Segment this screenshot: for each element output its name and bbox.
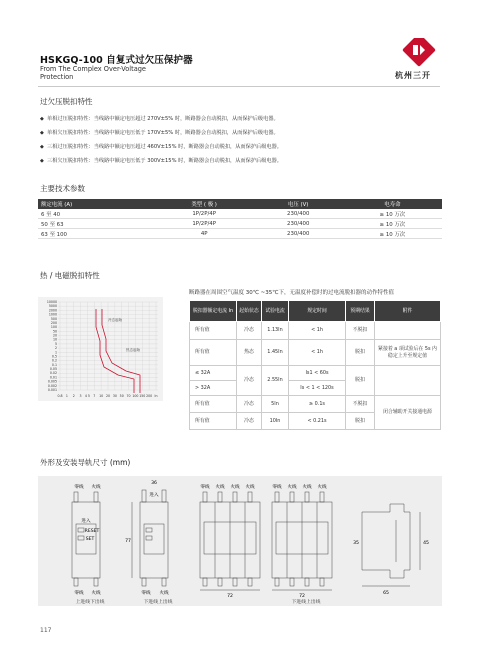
table-cell: 1.45In [262, 340, 289, 366]
dim-label: 火线 [302, 485, 312, 490]
diamond-icon: ◆ [40, 144, 44, 150]
section-title-specs: 主要技术参数 [40, 184, 85, 193]
table-cell: Is < 1 < 120s [289, 381, 346, 396]
dim-label: 零线 [200, 485, 210, 490]
dim-label: 火线 [245, 485, 255, 490]
table-cell [375, 366, 441, 396]
table-cell: 不脱扣 [346, 322, 375, 340]
table-cell: 230/400 [254, 229, 343, 239]
table-cell: 热态 [237, 340, 262, 366]
table-cell: 50 至 63 [38, 219, 155, 229]
table-cell: 1.13In [262, 322, 289, 340]
list-item: ◆ 单相欠压脱扣特性：当线路中额定电压低于 170V±5% 时，断路器会自动脱扣，从而保护后级电器。 [40, 126, 440, 140]
diamond-icon: ◆ [40, 158, 44, 164]
table-header: 电寿命 [343, 199, 442, 209]
spec-table [38, 199, 442, 239]
dim-label: 65 [383, 591, 389, 596]
y-tick-label: 10000 [46, 300, 57, 304]
table-cell: Is1 < 60s [289, 366, 346, 381]
table-row [190, 322, 441, 340]
dim-label: 火线 [287, 485, 297, 490]
dim-label: 进入 [149, 493, 159, 498]
table-header: 电压 (V) [254, 199, 343, 209]
table-cell: ≥ 10 万次 [343, 219, 442, 229]
table-row [190, 396, 441, 413]
dim-label: 45 [423, 541, 429, 546]
dim-label: 零线 [74, 485, 84, 490]
table-cell: 所有值 [190, 413, 237, 430]
dim-label: 零线 [141, 591, 151, 596]
dim-label: 进入 [81, 519, 91, 524]
page-number: 117 [40, 627, 52, 634]
table-cell: 闭合辅助开关接通电源 [375, 396, 441, 430]
table-cell [375, 322, 441, 340]
dim-label: 火线 [317, 485, 327, 490]
list-item: ◆ 单相过压脱扣特性：当线路中额定电压超过 270V±5% 时，断路器会自动脱扣，从而保护后级电器。 [40, 112, 440, 126]
dim-label: 火线 [159, 591, 169, 596]
y-tick-label: 0.001 [47, 388, 57, 392]
y-tick-label: 0.2 [51, 358, 57, 363]
table-cell: 5In [262, 396, 289, 413]
y-tick-label: 1 [54, 350, 57, 355]
table-cell: 冷态 [237, 396, 262, 413]
table-cell: < 1h [289, 322, 346, 340]
section-title-dims: 外形及安装导轨尺寸 (mm) [40, 458, 131, 467]
x-tick-label: In [154, 394, 158, 398]
table-row [190, 340, 441, 366]
y-tick-label: 10 [52, 337, 57, 342]
table-header: 预期结果 [346, 301, 375, 322]
table-cell: 冷态 [237, 366, 262, 396]
dim-label: RESET [84, 529, 100, 534]
y-tick-label: 0.02 [49, 371, 57, 376]
x-tick-label: 50 [119, 394, 124, 398]
x-tick-label: 100 [132, 394, 139, 398]
y-tick-label: 100 [50, 325, 57, 330]
page-title: HSKGQ-100 自复式过欠压保护器 [40, 55, 193, 66]
y-tick-label: 0.005 [47, 379, 57, 384]
table-cell: 所有值 [190, 322, 237, 340]
y-tick-label: 2000 [48, 308, 57, 313]
y-tick-label: 0.002 [47, 383, 57, 388]
table-cell: 所有值 [190, 340, 237, 366]
y-tick-label: 5 [54, 341, 57, 346]
section-title-thermal: 热 / 电磁脱扣特性 [40, 271, 100, 280]
dim-label: 35 [353, 541, 359, 546]
diamond-icon: ◆ [40, 116, 44, 122]
table-cell: ≥ 10 万次 [343, 209, 442, 219]
table-row [38, 219, 442, 229]
brand-name: 杭州三开 [395, 71, 431, 80]
dim-label: SET [85, 537, 95, 542]
table-cell: 脱扣 [346, 340, 375, 366]
list-item: ◆ 三相过压脱扣特性：当线路中额定电压超过 460V±15% 时，断路器会自动脱扣，从而保护后级电器。 [40, 140, 440, 154]
table-cell: ≥ 0.1s [289, 396, 346, 413]
table-row [38, 209, 442, 219]
dim-label: 72 [299, 594, 305, 599]
x-tick-label: 20 [105, 394, 111, 398]
y-tick-label: 0.1 [51, 362, 57, 367]
y-tick-label: 0.05 [49, 367, 57, 372]
y-tick-label: 0.5 [51, 354, 57, 359]
table-header: 起始状态 [237, 301, 262, 322]
dim-label: 零线 [272, 485, 282, 490]
table-row [38, 229, 442, 239]
x-tick-label: 150 [139, 394, 146, 398]
table-header: 规定时间 [289, 301, 346, 322]
x-tick-label: 0.8 [57, 394, 63, 398]
brand-logo [399, 38, 439, 68]
bullet-list [40, 112, 440, 168]
dimension-drawings [38, 476, 442, 606]
curve-label-hot: 热态起始 [126, 348, 140, 352]
dim-label: 火线 [91, 591, 101, 596]
x-tick-label: 2 [72, 394, 75, 398]
table-cell: 230/400 [254, 209, 343, 219]
table-cell: 1P/2P/4P [155, 219, 254, 229]
table-cell: 脱扣 [346, 366, 375, 396]
x-tick-label: 10 [99, 394, 104, 398]
table-cell: < 1h [289, 340, 346, 366]
table-cell: 所有值 [190, 396, 237, 413]
diamond-icon: ◆ [40, 130, 44, 136]
curve-label-cold: 冷态起始 [108, 318, 122, 322]
table-cell: 不脱扣 [346, 396, 375, 413]
dim-label: 零线 [74, 591, 84, 596]
table-cell: ≤ 32A [190, 366, 237, 381]
tripping-curve-chart [38, 297, 163, 401]
table-header: 试验电流 [262, 301, 289, 322]
y-tick-label: 1000 [48, 312, 57, 317]
y-tick-label: 0.01 [49, 375, 57, 380]
list-item: ◆ 三相欠压脱扣特性：当线路中额定电压低于 300V±15% 时，断路器会自动脱扣，从而保护后级电器。 [40, 154, 440, 168]
table-header: 类型 ( 极 ) [155, 199, 254, 209]
table-cell: > 32A [190, 381, 237, 396]
table-cell: 230/400 [254, 219, 343, 229]
y-tick-label: 20 [52, 333, 57, 338]
tripping-table [189, 300, 441, 430]
x-tick-label: 70 [126, 394, 131, 398]
dim-label: 火线 [91, 485, 101, 490]
table-header: 附件 [375, 301, 441, 322]
page-subtitle: From The Complex Over-Voltage Protection [40, 65, 146, 81]
caption-drawing-4: 下进线上出线 [291, 600, 321, 605]
table-header: 脱扣器额定电流 In [190, 301, 237, 322]
y-tick-label: 200 [50, 320, 57, 325]
table-cell: 冷态 [237, 322, 262, 340]
caption-drawing-1: 上进线下出线 [75, 600, 105, 605]
caption-drawing-2: 下进线上出线 [143, 600, 173, 605]
x-tick-label: 200 [146, 394, 153, 398]
table-cell: 脱扣 [346, 413, 375, 430]
dim-label: 72 [227, 594, 233, 599]
table-cell: 紧接着 a 项试验后在 5s 内稳定上升至规定值 [375, 340, 441, 366]
table-header: 额定电流 (A) [38, 199, 155, 209]
x-tick-label: 30 [112, 394, 117, 398]
x-tick-label: 3 [79, 394, 82, 398]
table-cell: 冷态 [237, 413, 262, 430]
table-row [190, 366, 441, 381]
table-cell: 1P/2P/4P [155, 209, 254, 219]
y-tick-label: 500 [50, 316, 57, 321]
table-cell: 6 至 40 [38, 209, 155, 219]
table-cell: 2.55In [262, 366, 289, 396]
y-tick-label: 50 [52, 329, 57, 334]
table-cell: 10In [262, 413, 289, 430]
x-tick-label: 1 [65, 394, 68, 398]
x-tick-label: 7 [93, 394, 96, 398]
header-divider [38, 86, 440, 87]
y-tick-label: 2 [54, 346, 57, 351]
section-title-protection: 过欠压脱扣特性 [40, 97, 93, 106]
dim-label: 火线 [230, 485, 240, 490]
thermal-note: 断路器在周围空气温度 30℃ ~35℃下，无温度补偿时的过电流脱扣器的动作特性值 [189, 290, 394, 296]
table-cell: 63 至 100 [38, 229, 155, 239]
table-cell: < 0.21s [289, 413, 346, 430]
dim-label: 36 [151, 481, 157, 486]
dim-label: 77 [125, 539, 131, 544]
dim-label: 火线 [215, 485, 225, 490]
table-cell: 4P [155, 229, 254, 239]
y-tick-label: 5000 [48, 304, 57, 309]
x-tick-label: 4 5 [84, 394, 90, 398]
table-cell: ≥ 10 万次 [343, 229, 442, 239]
